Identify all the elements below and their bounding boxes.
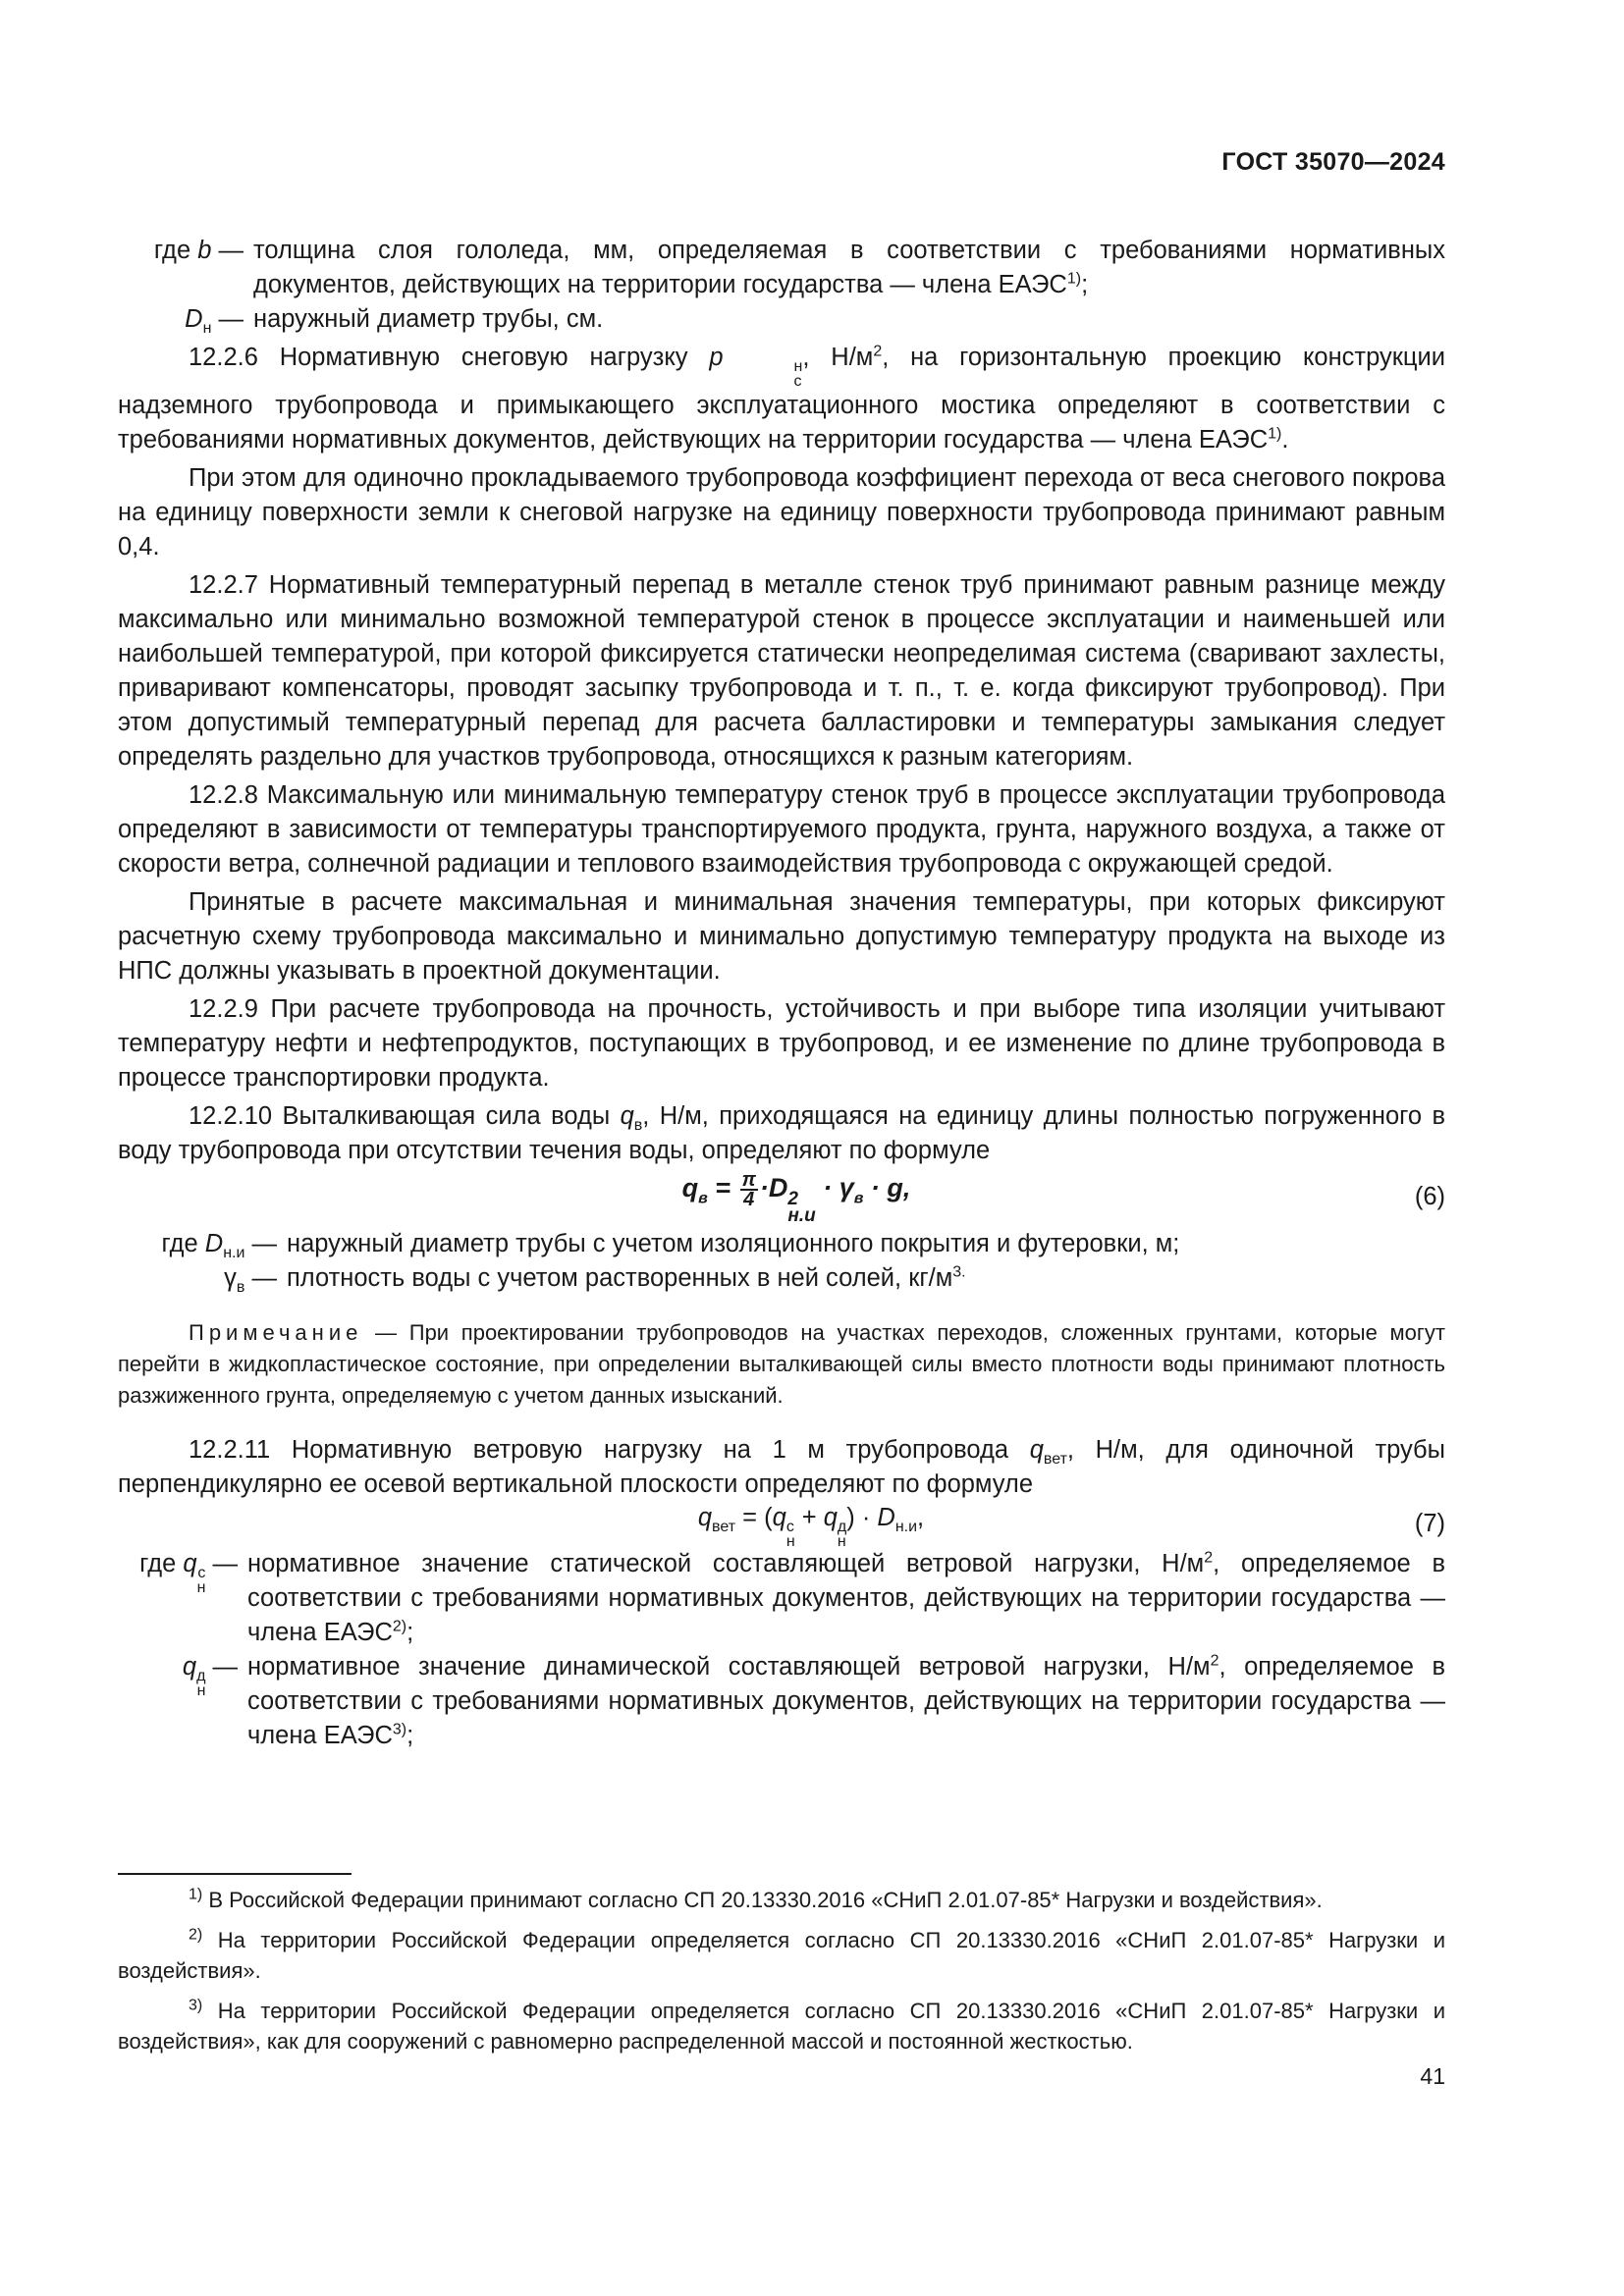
formula-6 — [118, 1168, 1445, 1227]
unit-superscript: 2 — [873, 343, 883, 360]
dash: — — [211, 237, 244, 264]
symbol-subscript: в — [853, 1190, 864, 1207]
symbol-gamma: γ — [224, 1264, 237, 1292]
definition-dni — [118, 1227, 1445, 1261]
symbol-subscript: н — [202, 320, 212, 338]
symbol-subscript: в — [236, 1279, 245, 1297]
definition-dn — [118, 302, 1445, 337]
page-number: 41 — [1420, 2063, 1445, 2089]
symbol-subscript: с — [793, 373, 802, 390]
note-text: — При проектировании трубопроводов на участках переходов, сложенных грунтами, которые могут перейти в жидкопластическое состояние, при определении выталкивающей силы вместо плотности воды принимают плотность разжиженного грунта, определяемую с учетом данных изысканий. — [118, 1320, 1445, 1408]
where-word: где — [161, 1230, 205, 1257]
unit-superscript: 3. — [952, 1263, 966, 1281]
definition-text — [253, 234, 1445, 302]
symbol-superscript: с — [785, 1518, 794, 1535]
paragraph-12-2-8: 12.2.8 Максимальную или минимальную температуру стенок труб в процессе эксплуатации трубопровода определяют в зависимости от температуры транспортируемого продукта, грунта, наружного воздуха, а также от скорости ветра, солнечной радиации и теплового взаимодействия трубопровода с окружающей средой. — [118, 781, 1445, 878]
definition-text-b: , определяемое в соответствии с требованиями нормативных документов, действующих на территории государства — члена ЕАЭС — [247, 1550, 1445, 1646]
symbol-subscript: н.и — [787, 1205, 816, 1227]
footnote-separator — [118, 1873, 352, 1875]
symbol-subscript: н.и — [223, 1245, 245, 1262]
symbol-q: q — [620, 1102, 634, 1130]
formula-7-expression — [698, 1501, 924, 1549]
footnote-1 — [118, 1885, 1445, 1915]
definition-symbol — [118, 1650, 247, 1753]
formula-7 — [118, 1502, 1445, 1550]
fraction-denominator: 4 — [743, 1188, 755, 1210]
symbol-q: q — [772, 1503, 786, 1531]
dot: · — [815, 1173, 839, 1203]
symbol-q: q — [182, 1653, 197, 1681]
definition-q-dynamic — [118, 1650, 1445, 1753]
footnote-3 — [118, 1996, 1445, 2056]
footnote-ref: 3) — [392, 1721, 407, 1738]
symbol-q: q — [183, 1550, 197, 1577]
para-lead: 12.2.11 Нормативную ветровую нагрузку на 1 м трубопровода — [189, 1436, 1030, 1464]
paragraph-12-2-8-b: Принятые в расчете максимальная и минимальная значения температуры, при которых фиксируют расчетную схему трубопровода максимально и минимально допустимую температуру продукта на выходе из НПС должны указывать в проектной документации. — [118, 888, 1445, 985]
symbol-subscript: вет — [1043, 1451, 1067, 1468]
para-text: , на горизонтальную проекцию конструкции надземного трубопровода и примыкающего эксплуатационного мостика определяют в соответствии с требованиями нормативных документов, действующих на территории государства — члена ЕАЭС — [118, 344, 1445, 454]
formula-lhs: q — [697, 1503, 713, 1531]
symbol-b: b — [197, 237, 212, 264]
definition-text — [247, 1650, 1445, 1753]
where-word: где — [153, 237, 198, 264]
symbol-superscript: с — [197, 1565, 206, 1581]
dot: · — [759, 1173, 769, 1203]
dot: · — [863, 1173, 888, 1203]
document-code-header: ГОСТ 35070—2024 — [1221, 148, 1445, 176]
unit-superscript: 2 — [1204, 1549, 1214, 1567]
equals: = ( — [735, 1503, 773, 1531]
main-text — [118, 234, 1445, 1753]
formula-lhs-sub: вет — [712, 1518, 736, 1535]
footnote-ref: 2) — [392, 1618, 407, 1635]
punct: ; — [406, 1619, 414, 1646]
footnote-mark: 1) — [189, 1886, 203, 1903]
definition-b-text: толщина слоя гололеда, мм, определяемая в соответствии с требованиями нормативных документов, действующих на территории государства — члена ЕАЭС — [253, 237, 1445, 298]
symbol-subscript: н.и — [894, 1518, 918, 1535]
footnote-mark: 2) — [189, 1926, 203, 1944]
footnote-text: В Российской Федерации принимают согласно СП 20.13330.2016 «СНиП 2.01.07-85* Нагрузки и воздействия». — [202, 1888, 1323, 1912]
paragraph-12-2-10 — [118, 1099, 1445, 1168]
definition-gamma-text: плотность воды с учетом растворенных в ней солей, кг/м — [287, 1264, 953, 1292]
formula-lhs: q — [681, 1173, 699, 1203]
note-block — [118, 1317, 1445, 1412]
paragraph-12-2-9: 12.2.9 При расчете трубопровода на прочность, устойчивость и при выборе типа изоляции учитывают температуру нефти и нефтепродуктов, поступающих в трубопровод, и ее изменение по длине трубопровода в процессе транспортировки продукта. — [118, 995, 1445, 1092]
definition-symbol — [118, 234, 253, 302]
paragraph-12-2-11 — [118, 1433, 1445, 1502]
symbol-q: q — [1029, 1436, 1044, 1464]
unit-text: , Н/м — [802, 344, 874, 371]
definition-gamma — [118, 1261, 1445, 1296]
equals: = — [707, 1173, 738, 1203]
plus: + — [794, 1503, 824, 1531]
paragraph-12-2-6-b: При этом для одиночно прокладываемого трубопровода коэффициент перехода от веса снегового покрова на единицу поверхности земли к снеговой нагрузке на единицу поверхности трубопровода принимают равным 0,4. — [118, 464, 1445, 561]
definition-b — [118, 234, 1445, 302]
close-paren: ) · — [846, 1503, 878, 1531]
dash: — — [211, 305, 244, 333]
note-label: Примечание — [189, 1320, 363, 1345]
footnotes — [118, 1885, 1445, 2066]
where-word: где — [139, 1550, 184, 1577]
fraction-numerator: π — [741, 1168, 756, 1191]
definition-symbol — [118, 1261, 287, 1296]
symbol-d: D — [185, 305, 203, 333]
fraction — [740, 1168, 758, 1210]
para-text: , Н/м, приходящаяся на единицу длины полностью погруженного в воду трубопровода при отсутствии течения воды, определяют по формуле — [118, 1102, 1445, 1164]
definition-text-a: нормативное значение динамической составляющей ветровой нагрузки, Н/м — [247, 1653, 1211, 1681]
punct: ; — [1081, 271, 1089, 298]
symbol-subscript: н — [196, 1682, 206, 1699]
footnote-2 — [118, 1925, 1445, 1986]
unit-superscript: 2 — [1210, 1652, 1219, 1670]
symbol-superscript: д — [837, 1518, 847, 1535]
paragraph-12-2-7: 12.2.7 Нормативный температурный перепад в металле стенок труб принимают равным разнице между максимально или минимально возможной температурой стенок в процессе эксплуатации и наименьшей или наибольшей температурой, при которой фиксируется статически неопределимая система (сваривают захлесты, приваривают компенсаторы, проводят засыпку трубопровода и т. п., т. е. когда фиксируют трубопровод). При этом допустимый температурный перепад для расчета балластировки и температуры замыкания следует определять раздельно для участков трубопровода, относящихся к разным категориям. — [118, 571, 1445, 771]
footnote-mark: 3) — [189, 1997, 203, 2014]
formula-6-expression — [681, 1168, 911, 1227]
symbol-superscript: н — [793, 358, 803, 375]
para-lead: 12.2.6 Нормативную снеговую нагрузку — [189, 344, 710, 371]
para-text: , Н/м, для одиночной трубы перпендикулярно ее осевой вертикальной плоскости определяют по формуле — [118, 1436, 1445, 1498]
footnote-text: На территории Российской Федерации определяется согласно СП 20.13330.2016 «СНиП 2.01.07-85* Нагрузки и воздействия». — [118, 1928, 1445, 1983]
symbol-d: D — [768, 1173, 788, 1203]
dash: — — [244, 1264, 277, 1292]
definition-text: наружный диаметр трубы с учетом изоляционного покрытия и футеровки, м; — [287, 1230, 1180, 1257]
footnote-ref: 1) — [1268, 425, 1282, 443]
paragraph-12-2-6 — [118, 341, 1445, 457]
symbol-subscript: н — [196, 1579, 206, 1596]
symbol-p: p — [709, 344, 724, 371]
definition-dn-text: наружный диаметр трубы, см. — [253, 305, 604, 333]
symbol-subscript: в — [633, 1117, 643, 1135]
footnote-text: На территории Российской Федерации определяется согласно СП 20.13330.2016 «СНиП 2.01.07-85* Нагрузки и воздействия», как для сооружений с равномерно распределенной массой и постоянной жесткостью. — [118, 1999, 1445, 2054]
symbol-subscript: н — [785, 1532, 795, 1550]
formula-lhs-sub: в — [698, 1190, 708, 1207]
definition-text-a: нормативное значение статической составляющей ветровой нагрузки, Н/м — [247, 1550, 1205, 1577]
symbol-subscript: н — [837, 1532, 846, 1550]
symbol-superscript: 2 — [787, 1189, 798, 1210]
definition-q-static — [118, 1547, 1445, 1650]
symbol-d: D — [204, 1230, 224, 1257]
definition-symbol — [118, 302, 253, 337]
punct: . — [1281, 426, 1289, 454]
symbol-superscript: д — [196, 1668, 206, 1684]
footnote-ref: 1) — [1066, 270, 1082, 288]
definition-symbol — [118, 1227, 287, 1261]
dash: — — [205, 1653, 238, 1681]
symbol-q: q — [823, 1503, 838, 1531]
symbol-g: g, — [887, 1173, 911, 1203]
punct: ; — [406, 1722, 414, 1749]
punct: , — [917, 1503, 925, 1531]
dash: — — [205, 1550, 238, 1577]
note-paragraph — [118, 1317, 1445, 1412]
definition-symbol — [118, 1547, 247, 1650]
symbol-d: D — [877, 1503, 895, 1531]
symbol-gamma: γ — [839, 1173, 854, 1203]
definition-text — [287, 1261, 1445, 1296]
definition-text — [247, 1547, 1445, 1650]
formula-number: (6) — [1414, 1183, 1445, 1210]
para-lead: 12.2.10 Выталкивающая сила воды — [189, 1102, 621, 1130]
formula-number: (7) — [1414, 1510, 1445, 1537]
dash: — — [244, 1230, 277, 1257]
definition-text-b: , определяемое в соответствии с требованиями нормативных документов, действующих на территории государства — члена ЕАЭС — [247, 1653, 1445, 1749]
